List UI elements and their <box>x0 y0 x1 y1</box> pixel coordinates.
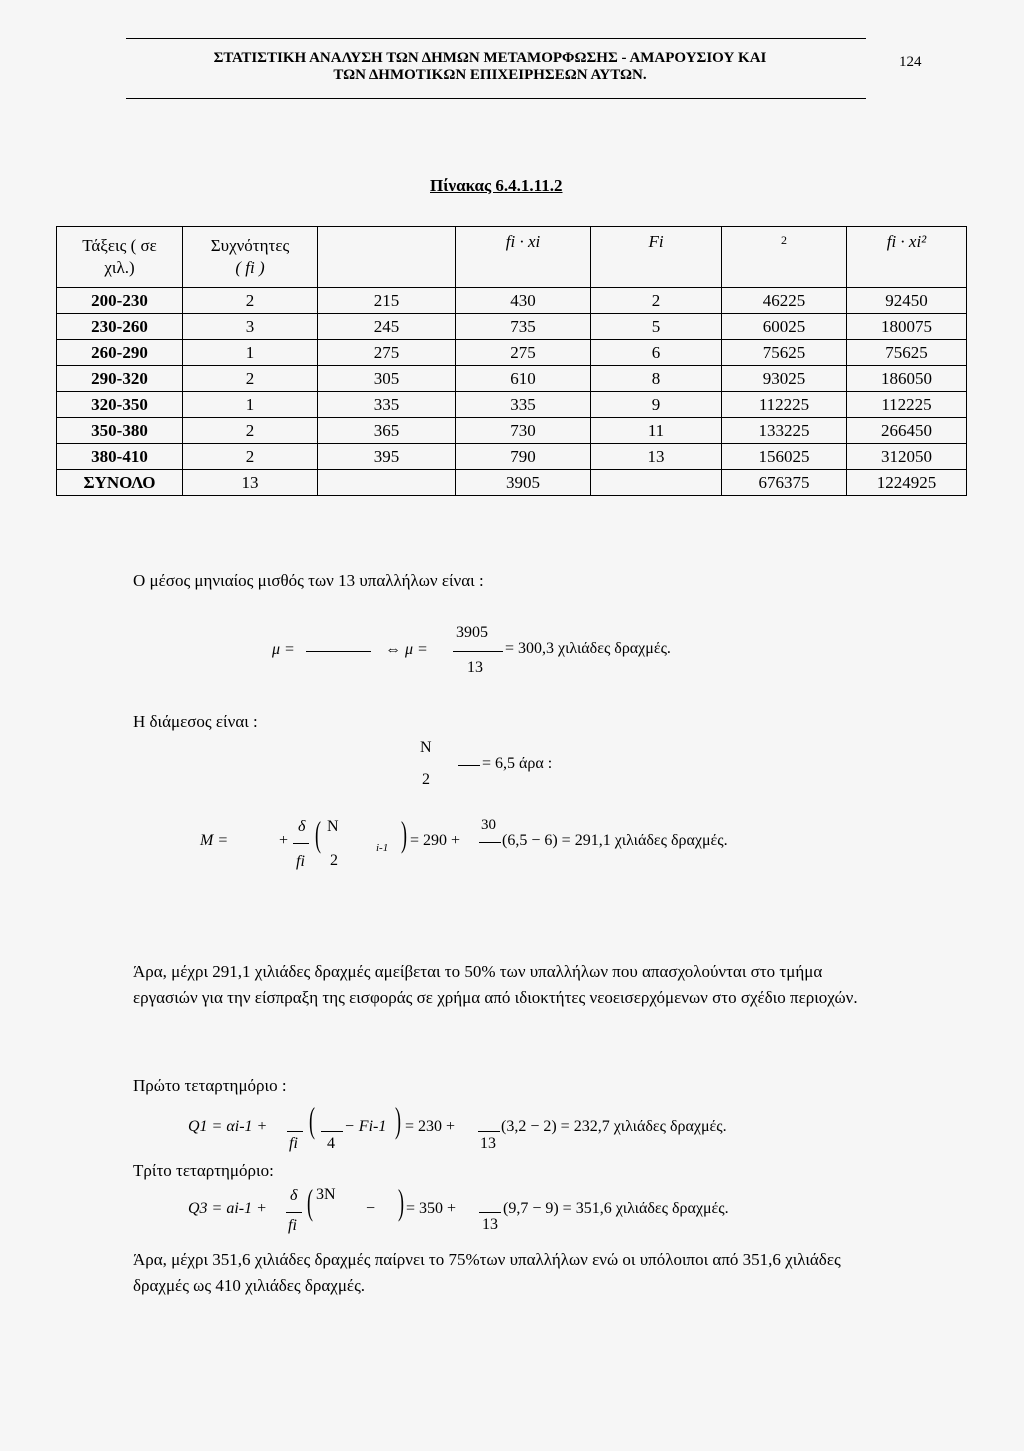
q1-right-paren: ) <box>395 1100 401 1140</box>
q3-minus: − <box>366 1200 376 1217</box>
cell-frequency: 3 <box>183 314 318 340</box>
median-delta: δ <box>298 818 306 835</box>
cell-cumulative: 2 <box>591 288 722 314</box>
cell-x-squared: 156025 <box>722 444 847 470</box>
q3-13: 13 <box>482 1216 498 1233</box>
q3-left-paren: ( <box>307 1182 313 1222</box>
q3-fi: fi <box>288 1217 297 1234</box>
median-fi: fi <box>296 853 305 870</box>
header-title-line2: ΤΩΝ ΔΗΜΟΤΙΚΩΝ ΕΠΙΧΕΙΡΗΣΕΩΝ ΑΥΤΩΝ. <box>333 67 647 83</box>
q3-intro: Τρίτο τεταρτημόριο: <box>133 1161 274 1180</box>
cell-class: 260-290 <box>57 340 183 366</box>
cell-class: 380-410 <box>57 444 183 470</box>
median-30-line <box>479 842 501 843</box>
q1-eq: = 230 + <box>405 1118 456 1135</box>
median-right-paren: ) <box>401 814 407 854</box>
mean-intro: Ο μέσος μηνιαίος μισθός των 13 υπαλλήλων είναι : <box>133 571 484 590</box>
median-N: N <box>327 818 339 835</box>
mean-numerator: 3905 <box>456 624 488 641</box>
col-header-fx-squared <box>847 227 967 288</box>
cell-midpoint: 365 <box>318 418 456 444</box>
cell-x-squared: 60025 <box>722 314 847 340</box>
table-row <box>57 366 967 392</box>
col-header-cumulative-text: Fi <box>648 232 664 251</box>
col-header-x-squared <box>722 227 847 288</box>
header-bottom-rule <box>126 98 866 99</box>
col-header-classes-line2: χιλ.) <box>104 258 135 277</box>
cell-fx-squared: 92450 <box>847 288 967 314</box>
cell-fx: 730 <box>456 418 591 444</box>
q3-lhs: Q3 = ai-1 + <box>188 1200 267 1217</box>
cell-fx: 275 <box>456 340 591 366</box>
cell-x-squared: 75625 <box>722 340 847 366</box>
col-header-classes <box>57 227 183 288</box>
cell-frequency: 2 <box>183 366 318 392</box>
median-30: 30 <box>481 817 496 833</box>
mean-fraction-line <box>453 651 503 652</box>
q1-lhs: Q1 = αi-1 + <box>188 1118 268 1135</box>
cell-cumulative: 13 <box>591 444 722 470</box>
cell-class: 230-260 <box>57 314 183 340</box>
cell-frequency: 2 <box>183 444 318 470</box>
cell-total-fx: 3905 <box>456 470 591 496</box>
mean-lhs: μ = <box>272 641 295 658</box>
q3-conclusion: Άρα, μέχρι 351,6 χιλιάδες δραχμές παίρνει το 75%των υπαλλήλων ενώ οι υπόλοιποι από 351,6 χιλιάδες δραχμές ως 410 χιλιάδες δραχμές. <box>133 1250 841 1295</box>
q3-right-paren: ) <box>398 1182 404 1222</box>
col-header-x-squared-text: 2 <box>781 233 787 247</box>
q3-3N: 3N <box>316 1186 336 1203</box>
n-over-2-line <box>458 765 480 766</box>
cell-fx: 335 <box>456 392 591 418</box>
page-number: 124 <box>899 54 922 70</box>
col-header-fx-text: fi · xi <box>505 232 541 251</box>
col-header-cumulative <box>591 227 722 288</box>
q1-rest: (3,2 − 2) = 232,7 χιλιάδες δραχμές. <box>501 1118 727 1135</box>
cell-fx-squared: 312050 <box>847 444 967 470</box>
cell-x-squared: 93025 <box>722 366 847 392</box>
median-delta-line <box>293 843 309 844</box>
median-lhs: M = <box>200 832 229 849</box>
cell-total-cumulative <box>591 470 722 496</box>
median-sub: i-1 <box>376 842 389 854</box>
table-row <box>57 418 967 444</box>
cell-fx: 790 <box>456 444 591 470</box>
col-header-fx-squared-text: fi · xi² <box>886 232 927 251</box>
cell-cumulative: 8 <box>591 366 722 392</box>
q1-intro: Πρώτο τεταρτημόριο : <box>133 1076 287 1095</box>
cell-fx-squared: 75625 <box>847 340 967 366</box>
cell-midpoint: 275 <box>318 340 456 366</box>
table-row <box>57 340 967 366</box>
mean-denominator: 13 <box>467 659 483 676</box>
col-header-frequency-line2: ( fi ) <box>235 258 265 277</box>
median-rest: (6,5 − 6) = 291,1 χιλιάδες δραχμές. <box>502 832 728 849</box>
table-caption: Πίνακας 6.4.1.11.2 <box>430 176 563 195</box>
cell-fx: 610 <box>456 366 591 392</box>
header-top-rule <box>126 38 866 39</box>
cell-fx-squared: 180075 <box>847 314 967 340</box>
cell-frequency: 1 <box>183 340 318 366</box>
table-row <box>57 314 967 340</box>
median-2: 2 <box>330 852 338 869</box>
cell-class: 290-320 <box>57 366 183 392</box>
n-over-2-numerator: N <box>420 739 432 756</box>
cell-frequency: 1 <box>183 392 318 418</box>
q1-fi: fi <box>289 1135 298 1152</box>
table-row <box>57 288 967 314</box>
cell-class: 350-380 <box>57 418 183 444</box>
q1-frac-line <box>287 1131 303 1132</box>
header-title-line1: ΣΤΑΤΙΣΤΙΚΗ ΑΝΑΛΥΣΗ ΤΩΝ ΔΗΜΩΝ ΜΕΤΑΜΟΡΦΩΣΗΣ - ΑΜΑΡΟΥΣΙΟΥ ΚΑΙ <box>213 50 767 66</box>
cell-cumulative: 6 <box>591 340 722 366</box>
cell-total-x-squared: 676375 <box>722 470 847 496</box>
cell-fx-squared: 186050 <box>847 366 967 392</box>
cell-x-squared: 133225 <box>722 418 847 444</box>
table-row <box>57 444 967 470</box>
q3-13-line <box>479 1212 501 1213</box>
cell-fx: 735 <box>456 314 591 340</box>
cell-x-squared: 46225 <box>722 288 847 314</box>
cell-total-label: ΣΥΝΟΛΟ <box>57 470 183 496</box>
cell-midpoint: 305 <box>318 366 456 392</box>
mean-result: = 300,3 χιλιάδες δραχμές. <box>505 640 671 657</box>
median-conclusion: Άρα, μέχρι 291,1 χιλιάδες δραχμές αμείβεται το 50% των υπαλλήλων που απασχολούνται στο τμήμα εργασιών για την είσπραξη της εισφοράς σε χρήμα από ιδιοκτήτες νεοεισερχόμενων στο σχέδιο περιοχών. <box>133 962 858 1007</box>
cell-x-squared: 112225 <box>722 392 847 418</box>
cell-midpoint: 245 <box>318 314 456 340</box>
q3-eq: = 350 + <box>406 1200 457 1217</box>
table-total-row <box>57 470 967 496</box>
cell-midpoint: 335 <box>318 392 456 418</box>
mean-empty-fraction-line <box>306 651 371 652</box>
cell-frequency: 2 <box>183 418 318 444</box>
n-over-2-denominator: 2 <box>422 771 430 788</box>
cell-cumulative: 5 <box>591 314 722 340</box>
q1-left-paren: ( <box>309 1100 315 1140</box>
n-over-2-result: = 6,5 άρα : <box>482 755 553 772</box>
cell-total-frequency: 13 <box>183 470 318 496</box>
median-eq: = 290 + <box>410 832 461 849</box>
cell-fx-squared: 112225 <box>847 392 967 418</box>
q1-13: 13 <box>480 1135 496 1152</box>
cell-cumulative: 9 <box>591 392 722 418</box>
q1-13-line <box>478 1131 500 1132</box>
q3-delta-line <box>286 1212 302 1213</box>
col-header-classes-line1: Τάξεις ( σε <box>82 236 157 255</box>
median-left-paren: ( <box>315 814 321 854</box>
cell-fx-squared: 266450 <box>847 418 967 444</box>
cell-class: 320-350 <box>57 392 183 418</box>
cell-frequency: 2 <box>183 288 318 314</box>
frequency-table <box>56 226 967 496</box>
cell-midpoint: 395 <box>318 444 456 470</box>
cell-fx: 430 <box>456 288 591 314</box>
q3-rest: (9,7 − 9) = 351,6 χιλιάδες δραχμές. <box>503 1200 729 1217</box>
col-header-midpoint <box>318 227 456 288</box>
q1-4: 4 <box>327 1135 335 1152</box>
table-header-row <box>57 227 967 288</box>
col-header-fx <box>456 227 591 288</box>
cell-total-fx-squared: 1224925 <box>847 470 967 496</box>
cell-cumulative: 11 <box>591 418 722 444</box>
q3-delta: δ <box>290 1187 298 1204</box>
q1-F: − Fi-1 <box>344 1118 387 1135</box>
table-row <box>57 392 967 418</box>
q1-inner-frac-line <box>321 1131 343 1132</box>
mean-arrow: ⇔ μ = <box>385 641 428 658</box>
median-plus: + <box>279 832 289 849</box>
cell-midpoint: 215 <box>318 288 456 314</box>
col-header-frequency <box>183 227 318 288</box>
cell-class: 200-230 <box>57 288 183 314</box>
cell-total-midpoint <box>318 470 456 496</box>
median-intro: Η διάμεσος είναι : <box>133 712 258 731</box>
col-header-frequency-line1: Συχνότητες <box>210 236 290 255</box>
